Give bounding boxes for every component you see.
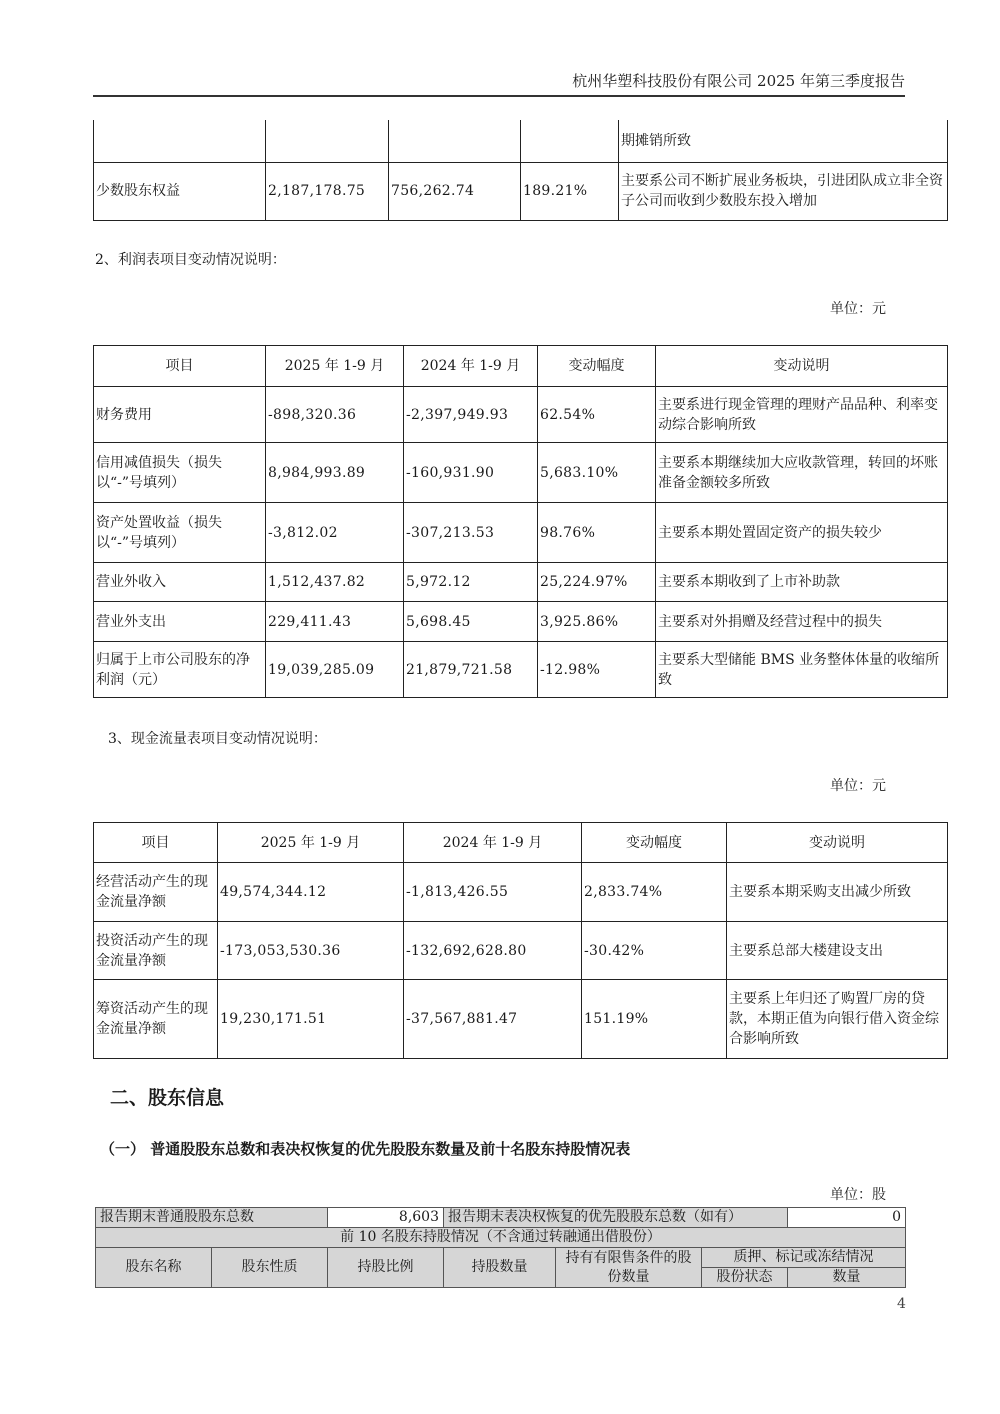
current-value-cell: 229,411.43: [266, 602, 404, 642]
total-preferred-shareholders-label: 报告期末表决权恢复的优先股股东总数（如有）: [444, 1208, 788, 1228]
explanation-cell: 主要系进行现金管理的理财产品品种、利率变动综合影响所致: [656, 387, 948, 443]
column-header-ratio: 持股比例: [328, 1248, 444, 1288]
change-cell: 5,683.10%: [538, 443, 656, 503]
column-header: 项目: [94, 346, 266, 387]
item-cell: 资产处置收益（损失以“-”号填列）: [94, 503, 266, 563]
total-common-shareholders-label: 报告期末普通股股东总数: [96, 1208, 328, 1228]
explanation-cell: 主要系公司不断扩展业务板块，引进团队成立非全资子公司而收到少数股东投入增加: [619, 162, 948, 220]
total-common-shareholders-value: 8,603: [328, 1208, 444, 1228]
income-section-label: 2、利润表项目变动情况说明：: [95, 252, 286, 268]
item-cell: 少数股东权益: [94, 162, 266, 220]
previous-value-cell: -2,397,949.93: [404, 387, 538, 443]
current-value-cell: 19,230,171.51: [218, 980, 404, 1059]
explanation-cell: 主要系本期收到了上市补助款: [656, 563, 948, 602]
change-cell: -30.42%: [582, 922, 727, 980]
table-row: [94, 980, 948, 1059]
item-cell: 信用减值损失（损失以“-”号填列）: [94, 443, 266, 503]
table-header-row: [94, 346, 948, 387]
shareholder-unit-label: 单位：股: [830, 1187, 886, 1203]
income-statement-changes-table: [93, 345, 948, 698]
cashflow-section-label: 3、现金流量表项目变动情况说明：: [108, 731, 327, 747]
column-header: 2025 年 1-9 月: [266, 346, 404, 387]
item-cell: 归属于上市公司股东的净利润（元）: [94, 642, 266, 698]
item-cell: [94, 120, 266, 162]
current-value-cell: -173,053,530.36: [218, 922, 404, 980]
column-header: 项目: [94, 823, 218, 863]
page-number: 4: [897, 1296, 906, 1312]
table-row: [94, 503, 948, 563]
previous-value-cell: -1,813,426.55: [404, 863, 582, 922]
table-row: [94, 922, 948, 980]
previous-value-cell: -307,213.53: [404, 503, 538, 563]
explanation-cell: 期摊销所致: [619, 120, 948, 162]
income-unit-label: 单位：元: [830, 301, 886, 317]
explanation-cell: 主要系本期采购支出减少所致: [727, 863, 948, 922]
explanation-cell: 主要系本期继续加大应收款管理，转回的坏账准备金额较多所致: [656, 443, 948, 503]
column-header-restricted: 持有有限售条件的股份数量: [556, 1248, 702, 1288]
cashflow-unit-label: 单位：元: [830, 778, 886, 794]
shareholder-subheading: （一） 普通股股东总数和表决权恢复的优先股股东数量及前十名股东持股情况表: [100, 1140, 631, 1158]
column-header: 变动幅度: [582, 823, 727, 863]
column-header: 变动说明: [656, 346, 948, 387]
table-row: [94, 563, 948, 602]
current-value-cell: 19,039,285.09: [266, 642, 404, 698]
explanation-cell: 主要系总部大楼建设支出: [727, 922, 948, 980]
item-cell: 营业外收入: [94, 563, 266, 602]
previous-value-cell: [389, 120, 521, 162]
previous-value-cell: 21,879,721.58: [404, 642, 538, 698]
header-divider: [93, 95, 905, 97]
column-header: 2025 年 1-9 月: [218, 823, 404, 863]
current-value-cell: [266, 120, 389, 162]
item-cell: 筹资活动产生的现金流量净额: [94, 980, 218, 1059]
shareholder-totals-row: [96, 1208, 906, 1228]
column-header: 2024 年 1-9 月: [404, 823, 582, 863]
table-row: [94, 443, 948, 503]
table-row: [94, 602, 948, 642]
change-cell: 151.19%: [582, 980, 727, 1059]
table-row: [94, 387, 948, 443]
previous-value-cell: -132,692,628.80: [404, 922, 582, 980]
column-header: 变动幅度: [538, 346, 656, 387]
current-value-cell: 1,512,437.82: [266, 563, 404, 602]
change-cell: [521, 120, 619, 162]
previous-value-cell: -37,567,881.47: [404, 980, 582, 1059]
current-value-cell: 49,574,344.12: [218, 863, 404, 922]
explanation-cell: 主要系大型储能 BMS 业务整体体量的收缩所致: [656, 642, 948, 698]
previous-value-cell: 5,698.45: [404, 602, 538, 642]
change-cell: 98.76%: [538, 503, 656, 563]
top10-title-row: [96, 1228, 906, 1248]
previous-value-cell: 756,262.74: [389, 162, 521, 220]
table-row: [94, 642, 948, 698]
explanation-cell: 主要系对外捐赠及经营过程中的损失: [656, 602, 948, 642]
change-cell: 2,833.74%: [582, 863, 727, 922]
change-cell: -12.98%: [538, 642, 656, 698]
item-cell: 营业外支出: [94, 602, 266, 642]
column-header-nature: 股东性质: [212, 1248, 328, 1288]
explanation-cell: 主要系上年归还了购置厂房的贷款，本期正值为向银行借入资金综合影响所致: [727, 980, 948, 1059]
item-cell: 投资活动产生的现金流量净额: [94, 922, 218, 980]
change-cell: 62.54%: [538, 387, 656, 443]
current-value-cell: -898,320.36: [266, 387, 404, 443]
column-header-pledge-group: 质押、标记或冻结情况: [702, 1248, 906, 1268]
current-value-cell: -3,812.02: [266, 503, 404, 563]
column-header-row: [96, 1248, 906, 1268]
current-value-cell: 8,984,993.89: [266, 443, 404, 503]
explanation-cell: 主要系本期处置固定资产的损失较少: [656, 503, 948, 563]
column-header: 变动说明: [727, 823, 948, 863]
previous-value-cell: 5,972.12: [404, 563, 538, 602]
previous-value-cell: -160,931.90: [404, 443, 538, 503]
change-cell: 25,224.97%: [538, 563, 656, 602]
item-cell: 财务费用: [94, 387, 266, 443]
column-header-pledge-quantity: 数量: [788, 1268, 906, 1288]
balance-sheet-changes-table-continued: [93, 120, 948, 221]
column-header-name: 股东名称: [96, 1248, 212, 1288]
table-row: [94, 162, 948, 220]
top10-title: 前 10 名股东持股情况（不含通过转融通出借股份）: [96, 1228, 906, 1248]
table-row: [94, 120, 948, 162]
cashflow-changes-table: [93, 822, 948, 1059]
change-cell: 3,925.86%: [538, 602, 656, 642]
table-header-row: [94, 823, 948, 863]
item-cell: 经营活动产生的现金流量净额: [94, 863, 218, 922]
column-header-pledge-status: 股份状态: [702, 1268, 788, 1288]
total-preferred-shareholders-value: 0: [788, 1208, 906, 1228]
column-header-quantity: 持股数量: [444, 1248, 556, 1288]
table-row: [94, 863, 948, 922]
shareholder-summary-table: [95, 1207, 906, 1288]
report-header-title: 杭州华塑科技股份有限公司 2025 年第三季度报告: [572, 72, 905, 90]
change-cell: 189.21%: [521, 162, 619, 220]
shareholder-section-heading: 二、股东信息: [110, 1087, 225, 1109]
current-value-cell: 2,187,178.75: [266, 162, 389, 220]
column-header: 2024 年 1-9 月: [404, 346, 538, 387]
